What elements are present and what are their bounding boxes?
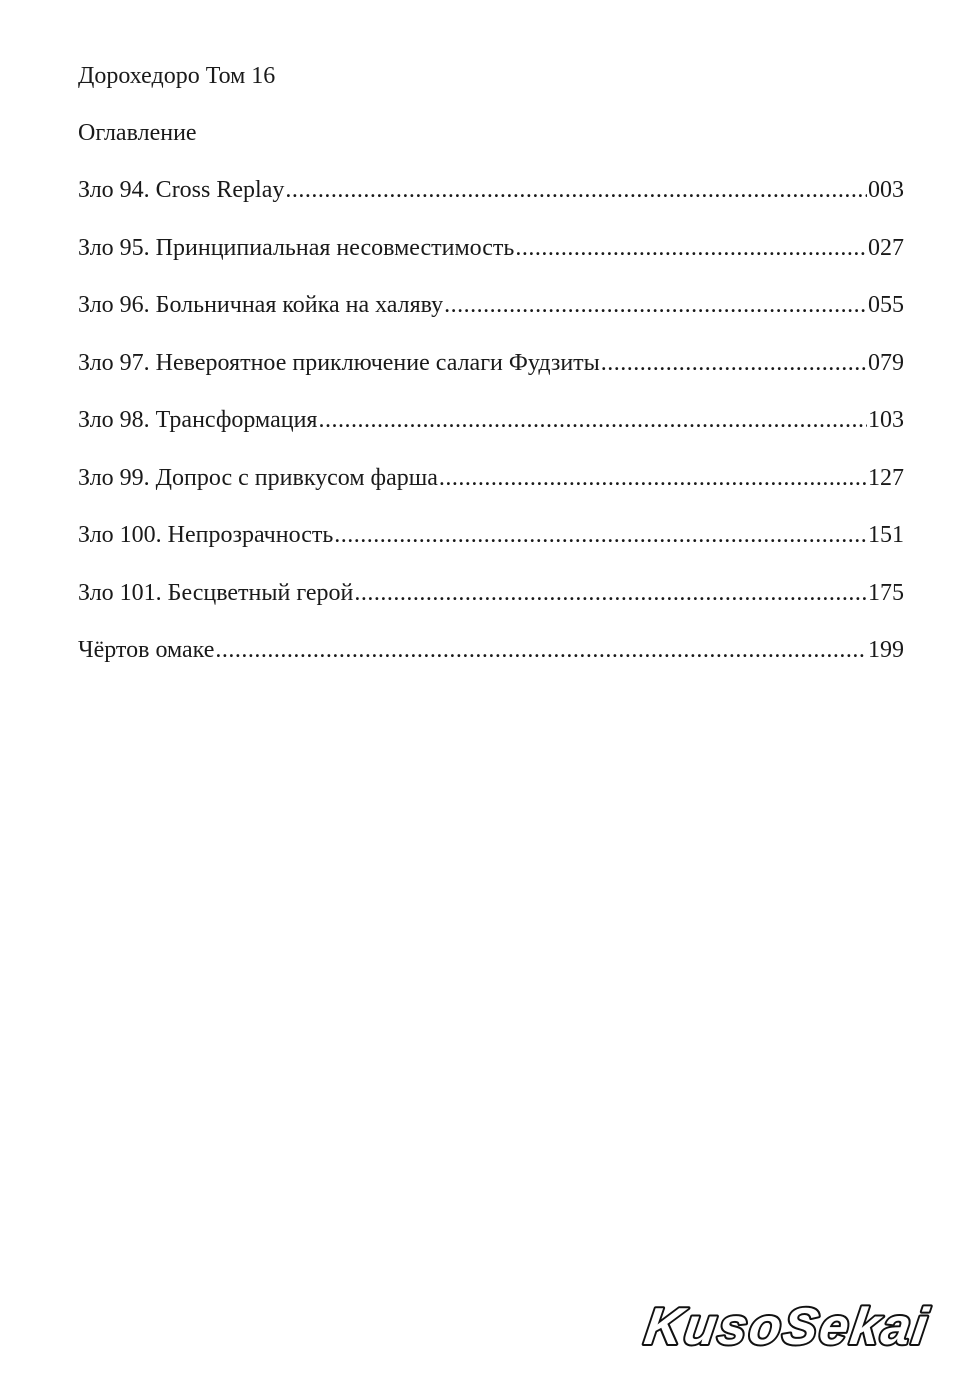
watermark-text: KusoSekai — [641, 1298, 934, 1356]
toc-entry-page: 127 — [868, 464, 904, 491]
toc-list — [78, 174, 904, 692]
dot-leader — [515, 232, 867, 264]
toc-entry-label: Зло 96. Больничная койка на халяву — [78, 292, 444, 318]
toc-entry-label: Зло 99. Допрос с привкусом фарша — [78, 464, 438, 491]
toc-entry-label: Зло 94. Cross Replay — [78, 177, 285, 203]
toc-entry — [78, 634, 904, 692]
toc-entry-page: 055 — [868, 292, 904, 318]
book-title: Дорохедоро Том 16 — [78, 63, 276, 89]
dot-leader — [439, 462, 867, 494]
toc-entry-label: Зло 101. Бесцветный герой — [78, 579, 354, 606]
dot-leader — [334, 519, 867, 551]
toc-entry-page: 103 — [868, 407, 904, 433]
toc-entry — [78, 404, 904, 462]
toc-entry — [78, 462, 904, 520]
toc-entry-page: 027 — [868, 234, 904, 261]
toc-entry — [78, 289, 904, 347]
toc-entry-page: 175 — [868, 579, 904, 606]
toc-entry — [78, 347, 904, 405]
toc-entry — [78, 519, 904, 577]
toc-entry-label: Чёртов омаке — [78, 637, 215, 663]
toc-heading: Оглавление — [78, 120, 197, 146]
toc-entry-label: Зло 100. Непрозрачность — [78, 522, 334, 548]
toc-entry — [78, 232, 904, 290]
toc-entry — [78, 577, 904, 635]
toc-entry-page: 151 — [868, 522, 904, 548]
dot-leader — [601, 347, 867, 379]
toc-entry-label: Зло 98. Трансформация — [78, 407, 318, 433]
toc-entry-page: 003 — [868, 177, 904, 203]
toc-entry-page: 199 — [868, 637, 904, 663]
dot-leader — [285, 174, 867, 206]
toc-entry-label: Зло 95. Принципиальная несовместимость — [78, 234, 515, 261]
dot-leader — [444, 289, 867, 321]
dot-leader — [354, 577, 867, 609]
kusosekai-logo — [629, 1292, 939, 1362]
toc-entry — [78, 174, 904, 232]
toc-entry-page: 079 — [868, 349, 904, 376]
dot-leader — [215, 634, 867, 666]
dot-leader — [318, 404, 867, 436]
toc-entry-label: Зло 97. Невероятное приключение салаги Фудзиты — [78, 349, 600, 376]
